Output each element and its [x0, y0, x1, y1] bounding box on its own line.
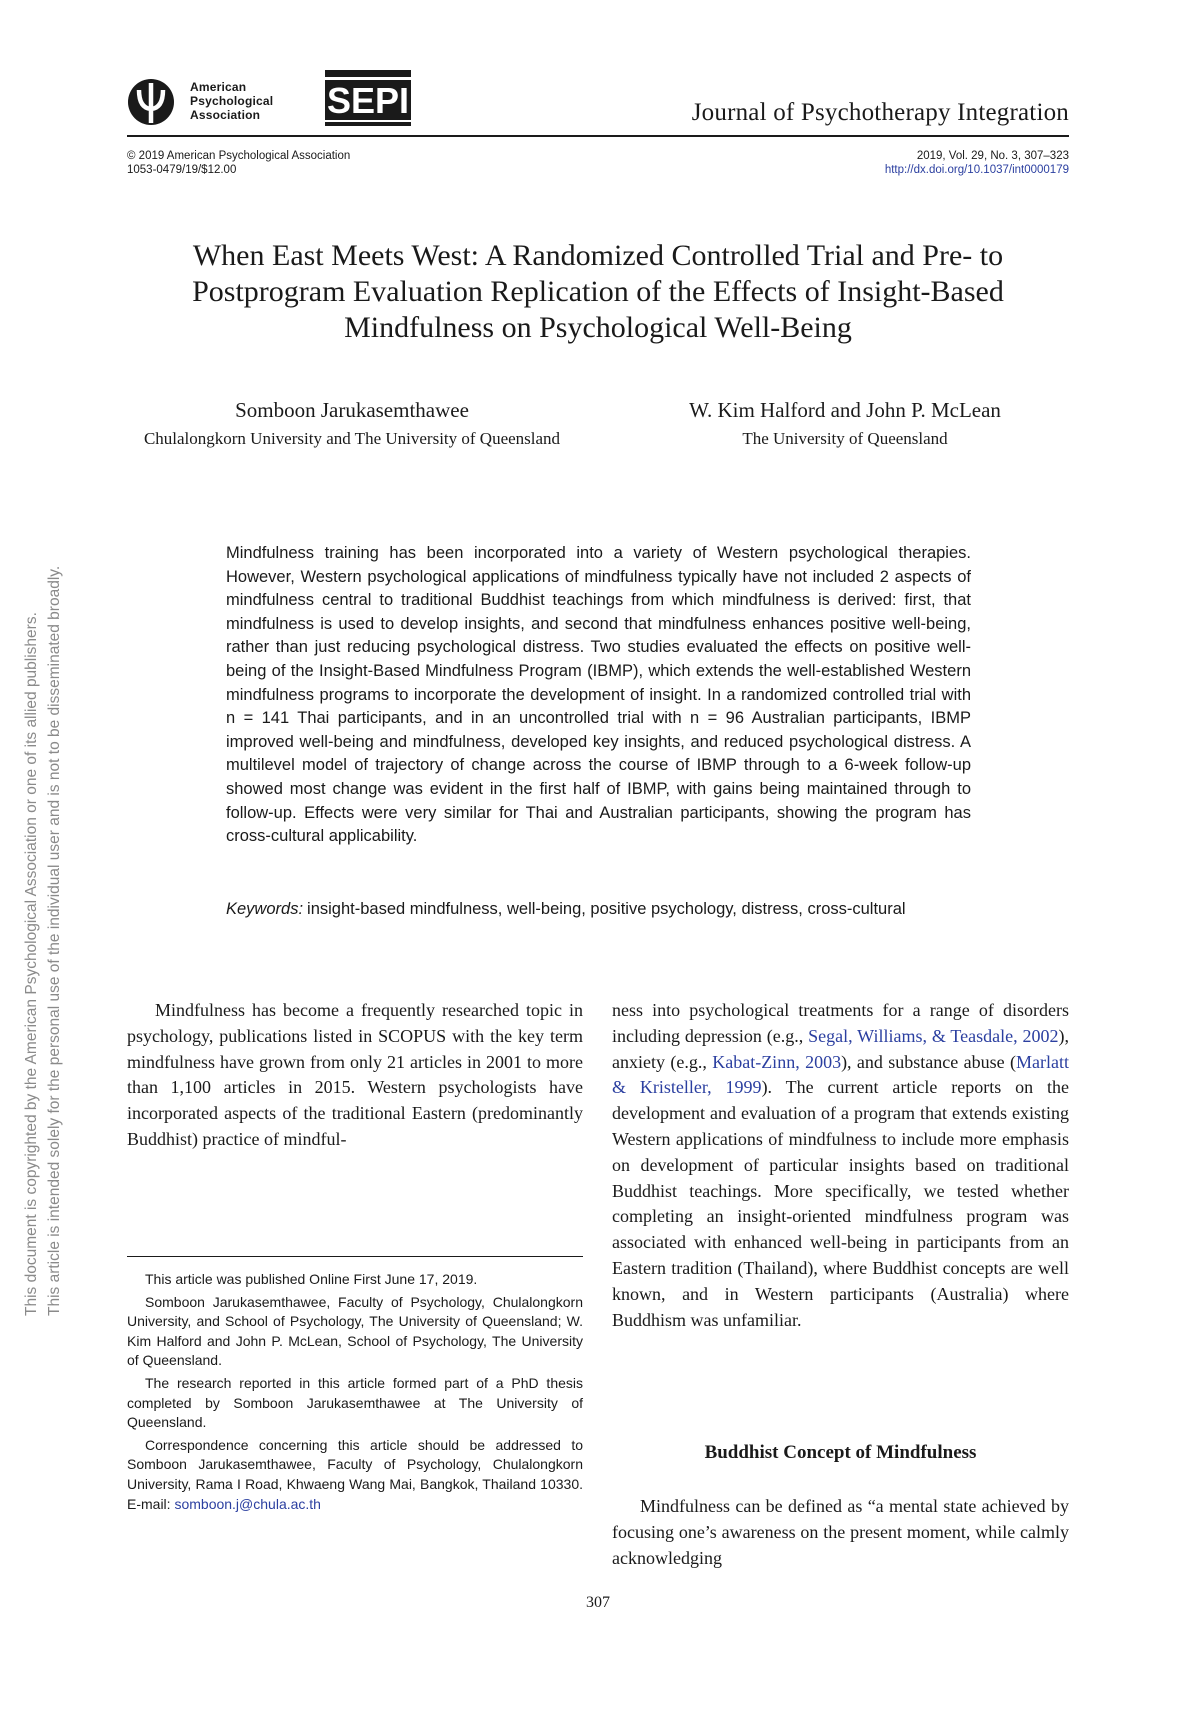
citation-link-segal[interactable]: Segal, Williams, & Teasdale, 2002 [808, 1025, 1059, 1046]
footnote-thesis: The research reported in this article formed part of a PhD thesis completed by Somboon Jarukasemthawee at The University of Queensland. [127, 1374, 583, 1431]
email-link[interactable]: somboon.j@chula.ac.th [174, 1495, 321, 1512]
affiliation-1: Chulalongkorn University and The University of Queensland [143, 429, 561, 448]
publication-meta-right [885, 149, 1069, 177]
issn-line: 1053-0479/19/$12.00 [127, 164, 237, 176]
section-heading: Buddhist Concept of Mindfulness [704, 1442, 977, 1463]
sepi-logo [325, 66, 411, 128]
journal-title: Journal of Psychotherapy Integration [691, 99, 1069, 126]
definition-paragraph: Mindfulness can be defined as “a mental state achieved by focusing one’s awareness on the present moment, while calmly acknowledging [612, 1496, 1069, 1568]
watermark-line-1: This document is copyrighted by the American Psychological Association or one of its allied publishers. [23, 612, 40, 1316]
publication-meta-left [127, 149, 350, 177]
body-column-left [127, 998, 583, 1153]
page-number: 307 [586, 1594, 610, 1611]
keywords-list: insight-based mindfulness, well-being, positive psychology, distress, cross-cultural [307, 900, 906, 918]
citation-line: 2019, Vol. 29, No. 3, 307–323 [916, 150, 1069, 162]
keywords [226, 898, 971, 922]
header-rule [127, 135, 1069, 137]
footnote-publication: This article was published Online First June 17, 2019. [145, 1271, 478, 1287]
footnotes [127, 1270, 583, 1517]
author-2: W. Kim Halford and John P. McLean [689, 398, 1001, 422]
footnote-rule [127, 1256, 583, 1257]
abstract: Mindfulness training has been incorporated into a variety of Western psychological therapies. However, Western psychological applications of mindfulness typically have not included 2 aspects of mindfulness central to traditional Buddhist teachings from which mindfulness is derived: first, that mindfulness is used to develop insights, and second that mindfulness enhances positive well-being, rather than just reducing psychological distress. Two studies evaluated the effects on positive well-being of the Insight-Based Mindfulness Program (IBMP), which extends the well-established Western mindfulness programs to incorporate the development of insight. In a randomized controlled trial with n = 141 Thai participants, and in an uncontrolled trial with n = 96 Australian participants, IBMP improved well-being and mindfulness, developed key insights, and reduced psychological distress. A multilevel model of trajectory of change across the course of IBMP through to a 6-week follow-up showed most change was evident in the first half of IBMP, with gains being maintained through to follow-up. Effects were very similar for Thai and Australian participants, showing the program has cross-cultural applicability. [226, 544, 971, 846]
citation-link-kabat-zinn[interactable]: Kabat-Zinn, 2003 [712, 1051, 842, 1072]
keywords-label: Keywords: [226, 900, 304, 918]
footnote-correspondence: Correspondence concerning this article should be addressed to Somboon Jarukasemthawee, Faculty of Psychology, Chulalongkorn University, Rama I Road, Khwaeng Wang Mai, Bangkok, Thailand 10330. E-mail: somboon.j@chula.ac.th [127, 1436, 583, 1512]
body-column-right-continued [612, 1494, 1069, 1571]
body-column-right [612, 998, 1069, 1333]
intro-paragraph: Mindfulness has become a frequently researched topic in psychology, publications listed in SCOPUS with the key term mindfulness have grown from only 21 articles in 2001 to more than 1,100 articles in 2015. Western psychologists have incorporated aspects of the traditional Eastern (predominantly Buddhist) practice of mindful- [127, 1000, 583, 1149]
footnote-affiliations: Somboon Jarukasemthawee, Faculty of Psychology, Chulalongkorn University, and School of Psychology, The University of Queensland; W. Kim Halford and John P. McLean, School of Psychology, The University of Queensland. [127, 1293, 583, 1369]
continued-paragraph: ness into psychological treatments for a range of disorders including depression (e.g., Segal, Williams, & Teasdale, 2002), anxiety (e.g., Kabat-Zinn, 2003), and substance abuse (Marlatt & Kristeller, 1999). The current article reports on the development and evaluation of a program that extends existing Western applications of mindfulness to include more emphasis on development of particular insights based on traditional Buddhist teachings. More specifically, we tested whether completing an insight-oriented mindfulness program was associated with enhanced well-being in participants from an Eastern tradition (Thailand), where Buddhist concepts are well known, and in Western participants (Australia) where Buddhism was unfamiliar. [612, 1000, 1070, 1330]
affiliation-2: The University of Queensland [742, 429, 948, 448]
watermark-line-2: This article is intended solely for the personal use of the individual user and is not to be disseminated broadly. [46, 565, 63, 1316]
citation-link-marlatt[interactable]: Marlatt & Kristeller, 1999 [612, 1051, 1069, 1098]
apa-logo-text: American Psychological Association [190, 80, 274, 122]
svg-text:SEPI: SEPI [326, 80, 410, 121]
copyright-watermark [20, 456, 66, 1316]
copyright-line: © 2019 American Psychological Association [127, 150, 351, 162]
doi-link[interactable]: http://dx.doi.org/10.1037/int0000179 [884, 164, 1069, 176]
author-1: Somboon Jarukasemthawee [235, 398, 469, 422]
article-title: When East Meets West: A Randomized Controlled Trial and Pre- to Postprogram Evaluation Replication of the Effects of Insight-Based Mindfulness on Psychological Well-Being [192, 239, 1004, 344]
